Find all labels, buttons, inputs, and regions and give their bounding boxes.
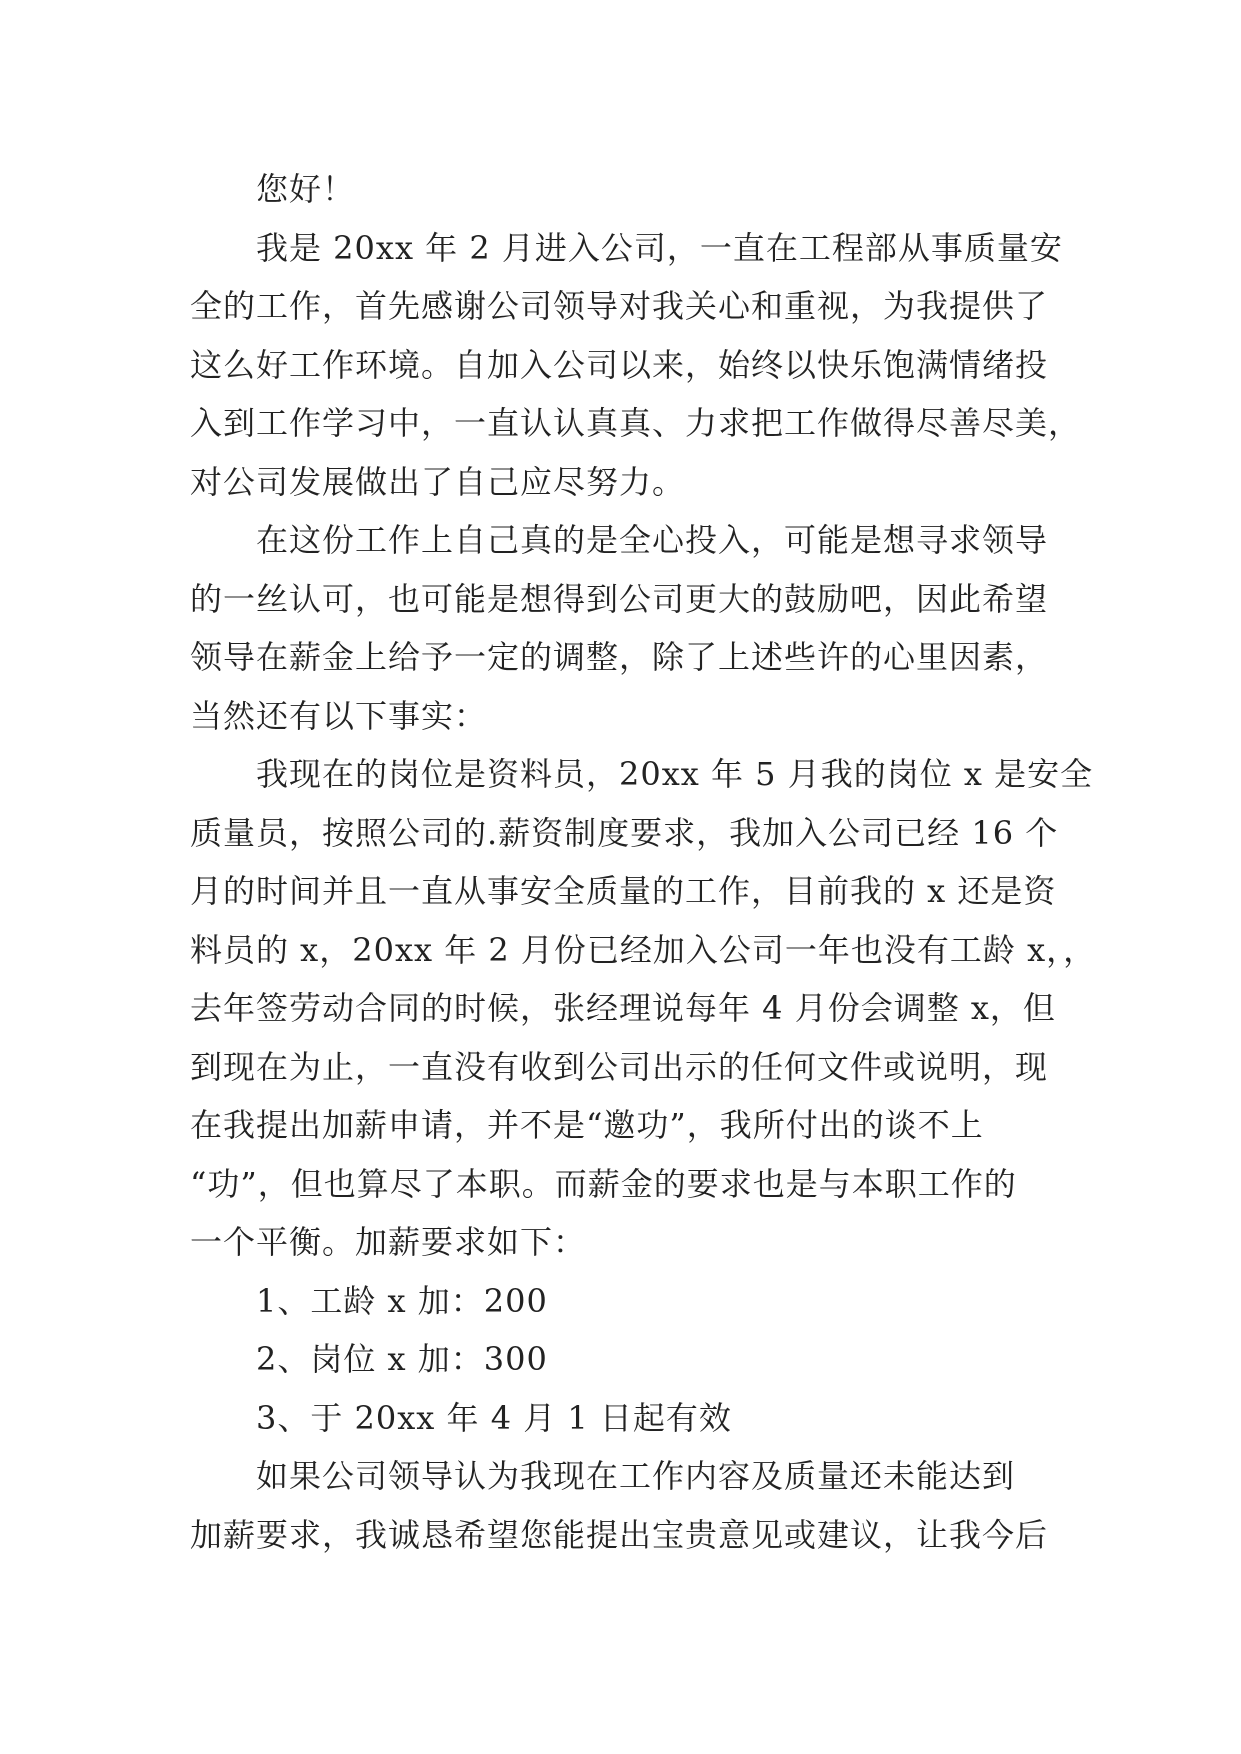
paragraph-line: 一个平衡。加薪要求如下：: [190, 1223, 587, 1261]
paragraph-line: 如果公司领导认为我现在工作内容及质量还未能达到: [256, 1457, 1016, 1495]
paragraph-line: 月的时间并且一直从事安全质量的工作，目前我的 x 还是资: [190, 872, 1057, 910]
paragraph-line: 的一丝认可，也可能是想得到公司更大的鼓励吧，因此希望: [190, 579, 1049, 618]
paragraph-line: 对公司发展做出了自己应尽努力。: [190, 462, 686, 501]
paragraph-line: 这么好工作环境。自加入公司以来，始终以快乐饱满情绪投: [190, 345, 1049, 384]
paragraph-line: 去年签劳动合同的时候，张经理说每年 4 月份会调整 x，但: [190, 989, 1056, 1027]
paragraph-line: 入到工作学习中，一直认认真真、力求把工作做得尽善尽美，: [190, 404, 1082, 442]
paragraph-line: “功”，但也算尽了本职。而薪金的要求也是与本职工作的: [190, 1164, 1017, 1203]
paragraph-line: 料员的 x，20xx 年 2 月份已经加入公司一年也没有工龄 x，，: [190, 930, 1097, 969]
paragraph-line: 全的工作，首先感谢公司领导对我关心和重视，为我提供了: [190, 287, 1049, 325]
list-item: 2、岗位 x 加：300: [256, 1340, 548, 1378]
paragraph-line: 当然还有以下事实：: [190, 696, 488, 735]
list-item: 3、于 20xx 年 4 月 1 日起有效: [256, 1398, 732, 1437]
paragraph-line: 领导在薪金上给予一定的调整，除了上述些许的心里因素，: [190, 638, 1049, 676]
paragraph-line: 我是 20xx 年 2 月进入公司，一直在工程部从事质量安: [256, 228, 1063, 267]
paragraph-line: 质量员，按照公司的.薪资制度要求，我加入公司已经 16 个: [190, 813, 1059, 852]
salutation: 您好！: [256, 170, 356, 208]
paragraph-line: 加薪要求，我诚恳希望您能提出宝贵意见或建议，让我今后: [190, 1515, 1049, 1554]
letter-body: [190, 160, 1097, 1564]
paragraph-line: 到现在为止，一直没有收到公司出示的任何文件或说明，现: [190, 1047, 1049, 1086]
list-item: 1、工龄 x 加：200: [256, 1281, 548, 1320]
paragraph-line: 在我提出加薪申请，并不是“邀功”，我所付出的谈不上: [190, 1106, 984, 1144]
paragraph-line: 在这份工作上自己真的是全心投入，可能是想寻求领导: [256, 521, 1049, 559]
paragraph-line: 我现在的岗位是资料员，20xx 年 5 月我的岗位 x 是安全: [256, 755, 1094, 793]
